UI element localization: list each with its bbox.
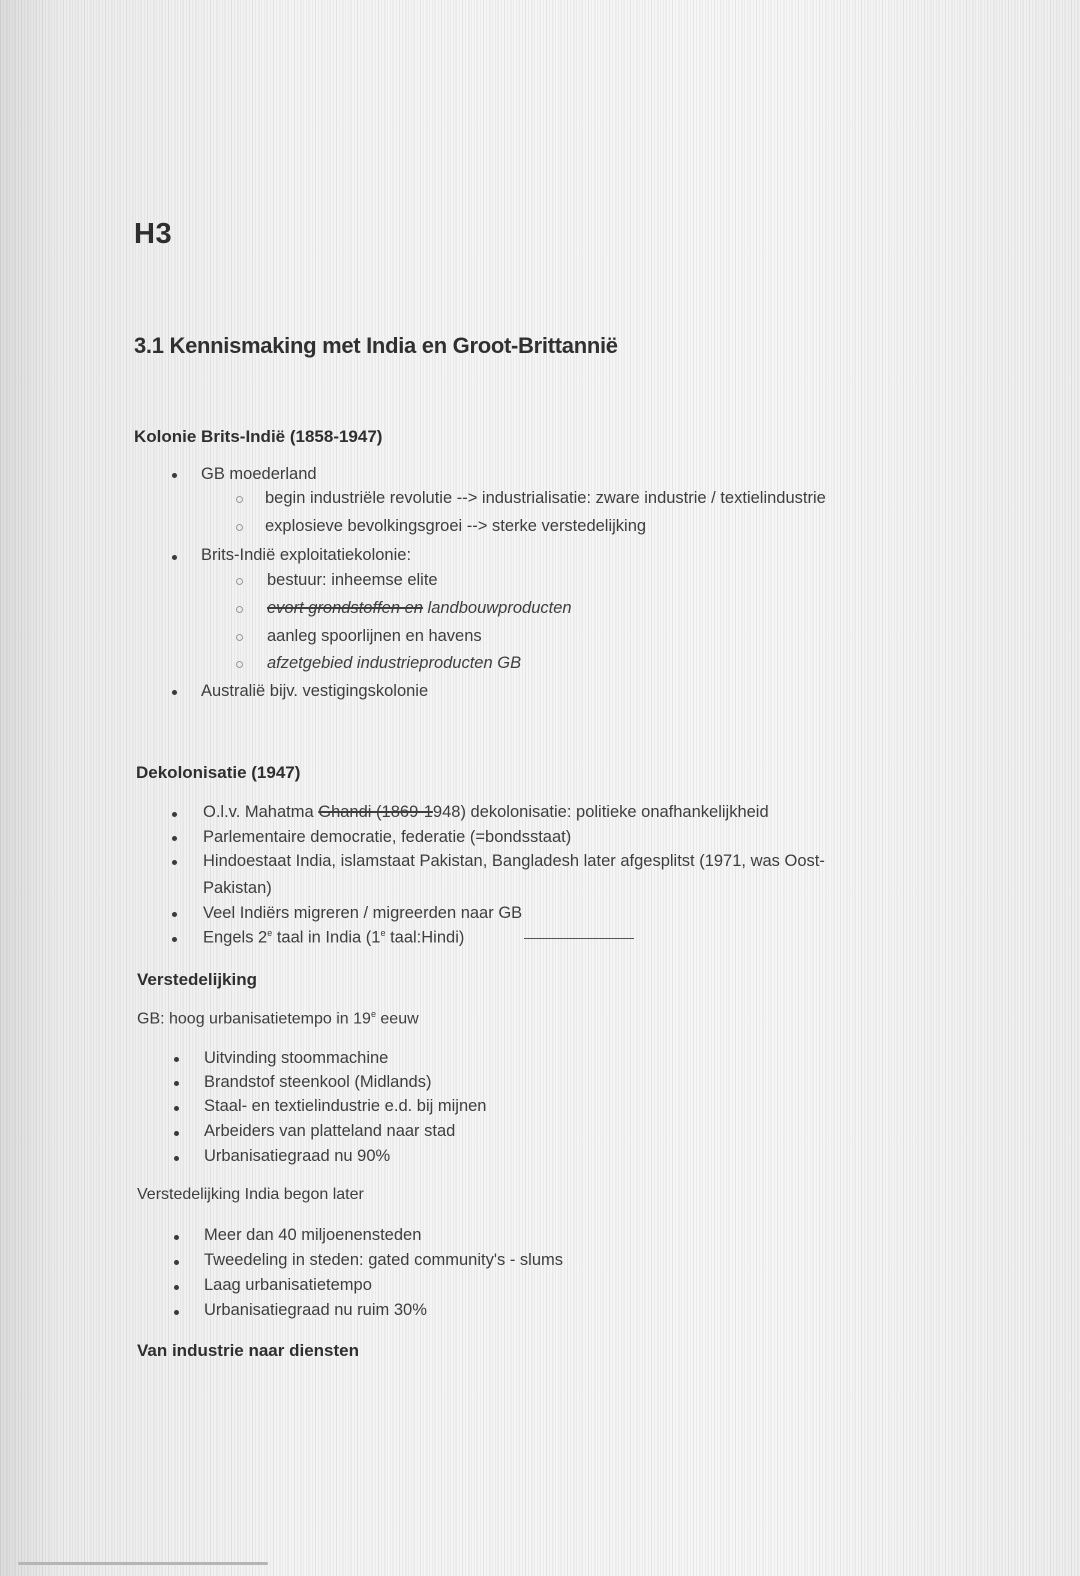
list-item-gb: Arbeiders van platteland naar stad [204,1122,456,1140]
sub-item-aanleg: aanleg spoorlijnen en havens [267,627,482,645]
dekolonisatie-heading: Dekolonisatie (1947) [136,763,301,782]
list-item-gb: Uitvinding stoommachine [204,1049,389,1067]
next-section-heading: Van industrie naar diensten [137,1341,360,1360]
bullet-icon [174,1285,179,1290]
india-intro: Verstedelijking India begon later [137,1186,364,1203]
sub-item-bestuur: bestuur: inheemse elite [267,571,438,589]
list-item-gandhi [203,804,769,821]
sub-item-industriele-revolutie: begin industriële revolutie --> industrialisatie: zware industrie / textielindustrie [265,489,826,507]
list-item-india: Laag urbanisatietempo [204,1276,372,1294]
bullet-icon [174,1235,179,1240]
list-item-india: Tweedeling in steden: gated community's - slums [204,1251,563,1269]
bullet-icon [174,1106,179,1111]
list-item-gb: Staal- en textielindustrie e.d. bij mijnen [204,1097,487,1115]
text-part: eeuw [375,1010,419,1028]
section-title: 3.1 Kennismaking met India en Groot-Brittannië [134,333,618,358]
superscript: e [267,928,273,938]
list-item-hindoestaat: Hindoestaat India, islamstaat Pakistan, Bangladesh later afgesplitst (1971, was Oost- [203,852,825,870]
scan-artifact-line [18,1562,268,1565]
sub-item-export [267,600,572,617]
struck-text: Ghandi (1869-1 [318,803,433,821]
hollow-bullet-icon [236,661,243,668]
list-item-exploitatiekolonie: Brits-Indië exploitatiekolonie: [201,546,412,564]
bullet-icon [172,836,177,841]
bullet-icon [172,812,177,817]
chapter-heading: H3 [134,218,173,250]
list-item-gb-moederland: GB moederland [201,465,317,483]
list-item-gb: Brandstof steenkool (Midlands) [204,1073,432,1091]
bullet-icon [172,473,177,478]
list-item-gb: Urbanisatiegraad nu 90% [204,1147,391,1165]
superscript: e [370,1009,376,1019]
handwritten-line [524,938,634,939]
hollow-bullet-icon [236,606,243,613]
text-part: taal in India (1 [272,928,381,947]
bullet-icon [172,555,177,560]
list-item-india: Urbanisatiegraad nu ruim 30% [204,1301,427,1319]
sub-item-bevolkingsgroei: explosieve bevolkingsgroei --> sterke verstedelijking [265,517,647,535]
list-item-migratie: Veel Indiërs migreren / migreerden naar GB [203,904,523,922]
bullet-icon [172,860,177,865]
text-part: GB: hoog urbanisatietempo in 19 [137,1010,371,1028]
text-part: O.l.v. Mahatma [203,803,314,821]
bullet-icon [172,937,177,942]
list-item-hindoestaat-continued: Pakistan) [203,879,272,897]
list-item-parlementaire-democratie: Parlementaire democratie, federatie (=bondsstaat) [203,828,572,846]
hollow-bullet-icon [236,578,243,585]
hollow-bullet-icon [236,496,243,503]
hollow-bullet-icon [236,524,243,531]
bullet-icon [174,1156,179,1161]
list-item-india: Meer dan 40 miljoenensteden [204,1226,422,1244]
kolonie-heading: Kolonie Brits-Indië (1858-1947) [134,427,383,446]
gb-intro [137,1009,419,1028]
text-part: Engels 2 [203,928,268,947]
italic-text: landbouwproducten [427,599,572,617]
sub-item-afzetgebied: afzetgebied industrieproducten GB [267,654,522,672]
verstedelijking-heading: Verstedelijking [137,970,257,989]
text-part: 948) dekolonisatie: politieke onafhankelijkheid [432,803,769,821]
list-item-engels [203,929,464,946]
bullet-icon [172,690,177,695]
superscript: e [380,928,386,938]
bullet-icon [174,1057,179,1062]
bullet-icon [174,1260,179,1265]
bullet-icon [174,1081,179,1086]
hollow-bullet-icon [236,634,243,641]
list-item-australie: Australië bijv. vestigingskolonie [201,682,429,700]
struck-text: evort grondstoffen en [267,599,423,617]
bullet-icon [172,912,177,917]
text-part: taal:Hindi) [385,928,465,947]
bullet-icon [174,1310,179,1315]
bullet-icon [174,1131,179,1136]
